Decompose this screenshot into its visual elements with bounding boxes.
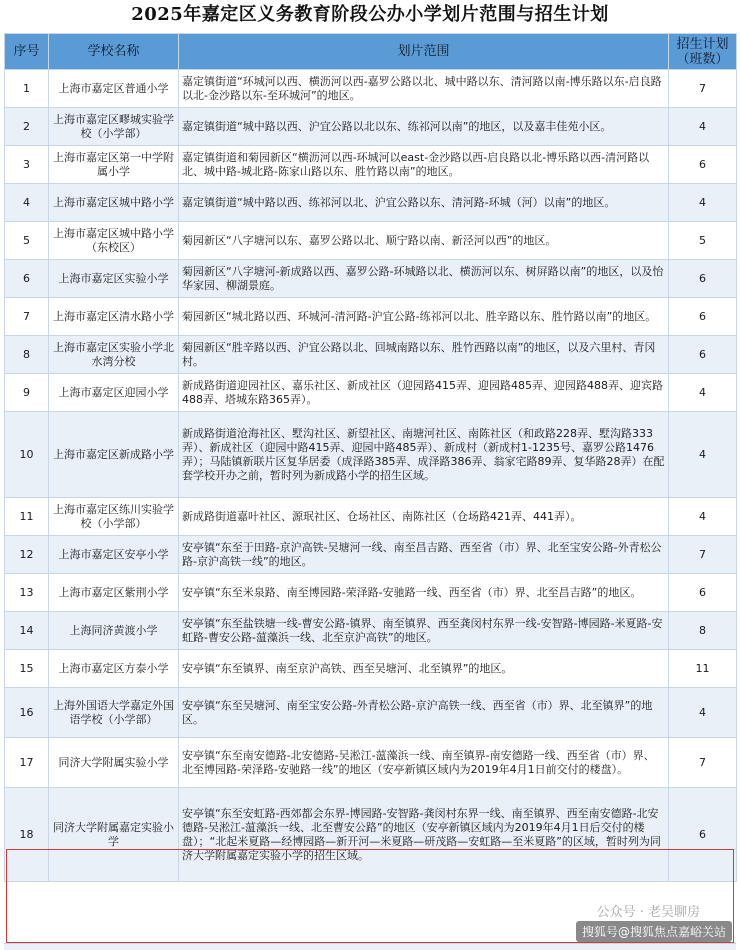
cell-area: 安亭镇“东至米泉路、南至博园路-荣泽路-安驰路一线、西至省（市）界、北至昌吉路”的地区。 [179,574,669,612]
table-row [5,650,737,688]
cell-school-name: 上海市嘉定区练川实验学校（小学部） [49,498,179,536]
table-row [5,574,737,612]
table-row [5,146,737,184]
cell-school-name: 上海外国语大学嘉定外国语学校（小学部） [49,688,179,738]
cell-plan: 6 [669,146,737,184]
cell-no: 14 [5,612,49,650]
cell-school-name: 上海市嘉定区清水路小学 [49,298,179,336]
cell-plan: 11 [669,650,737,688]
table-row [5,612,737,650]
cell-area: 嘉定镇街道“城中路以西、沪宜公路以北以东、练祁河以南”的地区，以及嘉丰佳苑小区。 [179,108,669,146]
table-header-row [5,34,737,70]
cell-area: 安亭镇“东至镇界、南至京沪高铁、西至吴塘河、北至镇界”的地区。 [179,650,669,688]
cell-school-name: 上海市嘉定区方泰小学 [49,650,179,688]
table-row [5,336,737,374]
table-row [5,412,737,498]
cell-school-name: 上海市嘉定区城中路小学 [49,184,179,222]
watermark: 搜狐号@搜狐焦点嘉峪关站 [576,921,732,942]
cell-area: 安亭镇“东至南安德路-北安德路-吴淞江-蕰藻浜一线、南至镇界-南安德路一线、西至省（市）界、北至博园路-荣泽路-安驰路一线”的地区（安亭新镇区域内为2019年4月1日前交付的楼盘）。 [179,738,669,788]
cell-plan: 4 [669,184,737,222]
cell-plan: 6 [669,574,737,612]
cell-school-name: 上海市嘉定区实验小学 [49,260,179,298]
cell-plan: 7 [669,70,737,108]
header-area: 划片范围 [179,34,669,70]
cell-school-name: 上海市嘉定区第一中学附属小学 [49,146,179,184]
cell-no: 2 [5,108,49,146]
cell-area: 安亭镇“东至安虹路-西郊都会东界-博园路-安智路-龚闵村东界一线、南至镇界、西至南安德路-北安德路-吴淞江-蕰藻浜一线、北至曹安公路”的地区（安亭新镇区域内为2019年4月1日后交付的楼盘）；“北起米夏路—经博园路—新开河—米夏路—研茂路—安虹路—至米夏路”的区域，暂时列为同济大学附属嘉定实验小学的招生区域。 [179,788,669,882]
cell-no: 3 [5,146,49,184]
cell-no: 7 [5,298,49,336]
cell-plan: 5 [669,222,737,260]
table-row [5,70,737,108]
cell-school-name: 上海市嘉定区实验小学北水湾分校 [49,336,179,374]
cell-school-name: 上海市嘉定区普通小学 [49,70,179,108]
table-row [5,738,737,788]
cell-no: 8 [5,336,49,374]
cell-plan: 7 [669,738,737,788]
table-row [5,222,737,260]
enrollment-table [4,33,737,882]
table-row [5,260,737,298]
table-row [5,536,737,574]
cell-plan: 4 [669,688,737,738]
cell-school-name: 上海市嘉定区紫荆小学 [49,574,179,612]
cell-area: 菊园新区“胜辛路以西、沪宜公路以北、回城南路以东、胜竹西路以南”的地区，以及六里村、青冈村。 [179,336,669,374]
header-plan: 招生计划（班数） [669,34,737,70]
cell-no: 1 [5,70,49,108]
cell-school-name: 同济大学附属嘉定实验小学 [49,788,179,882]
cell-no: 10 [5,412,49,498]
cell-area: 新成路街道迎园社区、嘉乐社区、新成社区（迎园路415弄、迎园路485弄、迎园路488弄、迎宾路488弄、塔城东路365弄）。 [179,374,669,412]
cell-no: 6 [5,260,49,298]
cell-area: 菊园新区“城北路以西、环城河-清河路-沪宜公路-练祁河以北、胜辛路以东、胜竹路以南”的地区。 [179,298,669,336]
cell-school-name: 上海市嘉定区迎园小学 [49,374,179,412]
cell-area: 嘉定镇街道“城中路以西、练祁河以北、沪宜公路以东、清河路-环城（河）以南”的地区。 [179,184,669,222]
cell-area: 菊园新区“八字塘河以东、嘉罗公路以北、顺宁路以南、新泾河以西”的地区。 [179,222,669,260]
table-row [5,374,737,412]
cell-plan: 7 [669,536,737,574]
cell-school-name: 同济大学附属实验小学 [49,738,179,788]
cell-no: 12 [5,536,49,574]
page-title: 2025年嘉定区义务教育阶段公办小学划片范围与招生计划 [131,4,609,25]
cell-plan: 4 [669,108,737,146]
cell-plan: 6 [669,788,737,882]
cell-school-name: 上海市嘉定区城中路小学（东校区） [49,222,179,260]
header-school-name: 学校名称 [49,34,179,70]
cell-no: 17 [5,738,49,788]
cell-area: 嘉定镇街道和菊园新区“横沥河以西-环城河以east-金沙路以西-启良路以北-博乐路以西-清河路以北、城中路-城北路-陈家山路以东、胜竹路以南”的地区。 [179,146,669,184]
table-row [5,498,737,536]
cell-plan: 4 [669,374,737,412]
cell-plan: 6 [669,298,737,336]
cell-school-name: 上海市嘉定区新成路小学 [49,412,179,498]
table-row [5,108,737,146]
cell-area: 新成路街道嘉叶社区、源珉社区、仓场社区、南陈社区（仓场路421弄、441弄）。 [179,498,669,536]
cell-area: 新成路街道沧海社区、墅沟社区、新望社区、南塘河社区、南陈社区（和政路228弄、墅沟路333弄）、新成社区（迎园中路415弄、迎园中路485弄）、新成村（新成村1-1235号、嘉罗公路1476弄）；马陆镇新联片区复华居委（成泽路385弄、成泽路386弄、翁家宅路89弄、复华路28弄）在配套学校开办之前，暂时列为新成路小学的招生区域。 [179,412,669,498]
watermark-secondary: 公众号 · 老吴聊房 [596,905,700,920]
cell-school-name: 上海市嘉定区疁城实验学校（小学部） [49,108,179,146]
cell-no: 5 [5,222,49,260]
cell-no: 9 [5,374,49,412]
cell-plan: 6 [669,260,737,298]
table-row [5,298,737,336]
cell-area: 安亭镇“东至盐铁塘一线-曹安公路-镇界、南至镇界、西至龚闵村东界一线-安智路-博园路-米夏路-安虹路-曹安公路-蕰藻浜一线、北至京沪高铁”的地区。 [179,612,669,650]
cell-no: 15 [5,650,49,688]
cell-no: 13 [5,574,49,612]
table-row [5,688,737,738]
cell-plan: 8 [669,612,737,650]
header-no: 序号 [5,34,49,70]
cell-area: 安亭镇“东至于田路-京沪高铁-吴塘河一线、南至昌吉路、西至省（市）界、北至宝安公路-外青松公路-京沪高铁一线”的地区。 [179,536,669,574]
table-body [5,70,737,882]
cell-plan: 4 [669,498,737,536]
table-row [5,788,737,882]
cell-no: 18 [5,788,49,882]
cut-off-row [4,943,736,950]
cell-school-name: 上海市嘉定区安亭小学 [49,536,179,574]
cell-no: 16 [5,688,49,738]
table-row [5,184,737,222]
cell-area: 菊园新区“八字塘河-新成路以西、嘉罗公路-环城路以北、横沥河以东、树屏路以南”的地区，以及怡华家园、柳湖景庭。 [179,260,669,298]
cell-no: 11 [5,498,49,536]
cell-plan: 6 [669,336,737,374]
cell-area: 安亭镇“东至吴塘河、南至宝安公路-外青松公路-京沪高铁一线、西至省（市）界、北至镇界”的地区。 [179,688,669,738]
cell-plan: 4 [669,412,737,498]
cell-no: 4 [5,184,49,222]
cell-area: 嘉定镇街道“环城河以西、横沥河以西-嘉罗公路以北、城中路以东、清河路以南-博乐路以东-启良路以北-金沙路以东-至环城河”的地区。 [179,70,669,108]
cell-school-name: 上海同济黄渡小学 [49,612,179,650]
